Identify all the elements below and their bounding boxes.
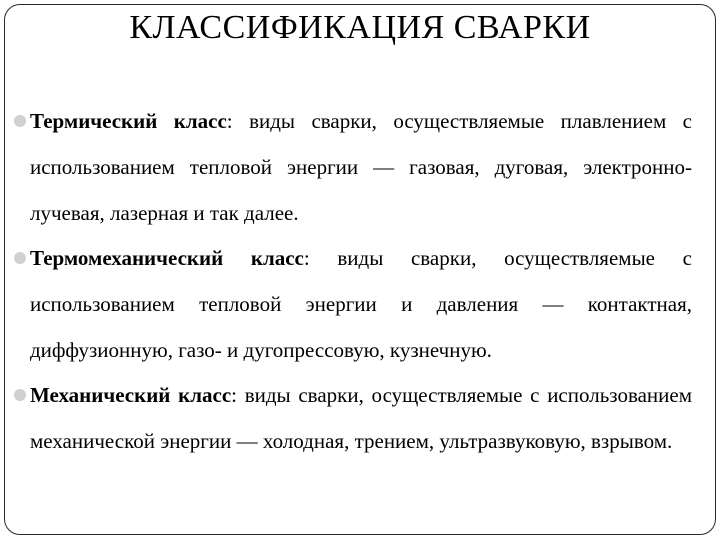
slide-title: КЛАССИФИКАЦИЯ СВАРКИ xyxy=(129,9,591,46)
bullet-icon xyxy=(14,389,26,401)
item-description: : виды сварки, осуществляемые плавлением с использованием тепловой энергии — газовая, дуговая, электронно-лучевая, лазерная и так далее. xyxy=(30,109,692,225)
item-description: : виды сварки, осуществляемые с использованием тепловой энергии и давления — контактная, диффузионную, газо- и дугопрессовую, кузнечную. xyxy=(30,246,692,362)
item-term: Термомеханический класс xyxy=(30,246,304,270)
list-item-mechanical xyxy=(30,372,692,464)
bullet-icon xyxy=(14,252,26,264)
item-term: Механический класс xyxy=(30,383,232,407)
list-item-thermal xyxy=(30,98,692,236)
list-item-thermomechanical xyxy=(30,235,692,373)
item-term: Термический класс xyxy=(30,109,227,133)
bullet-icon xyxy=(14,115,26,127)
item-description: : виды сварки, осуществляемые с использованием механической энергии — холодная, трением, ультразвуковую, взрывом. xyxy=(30,383,692,453)
